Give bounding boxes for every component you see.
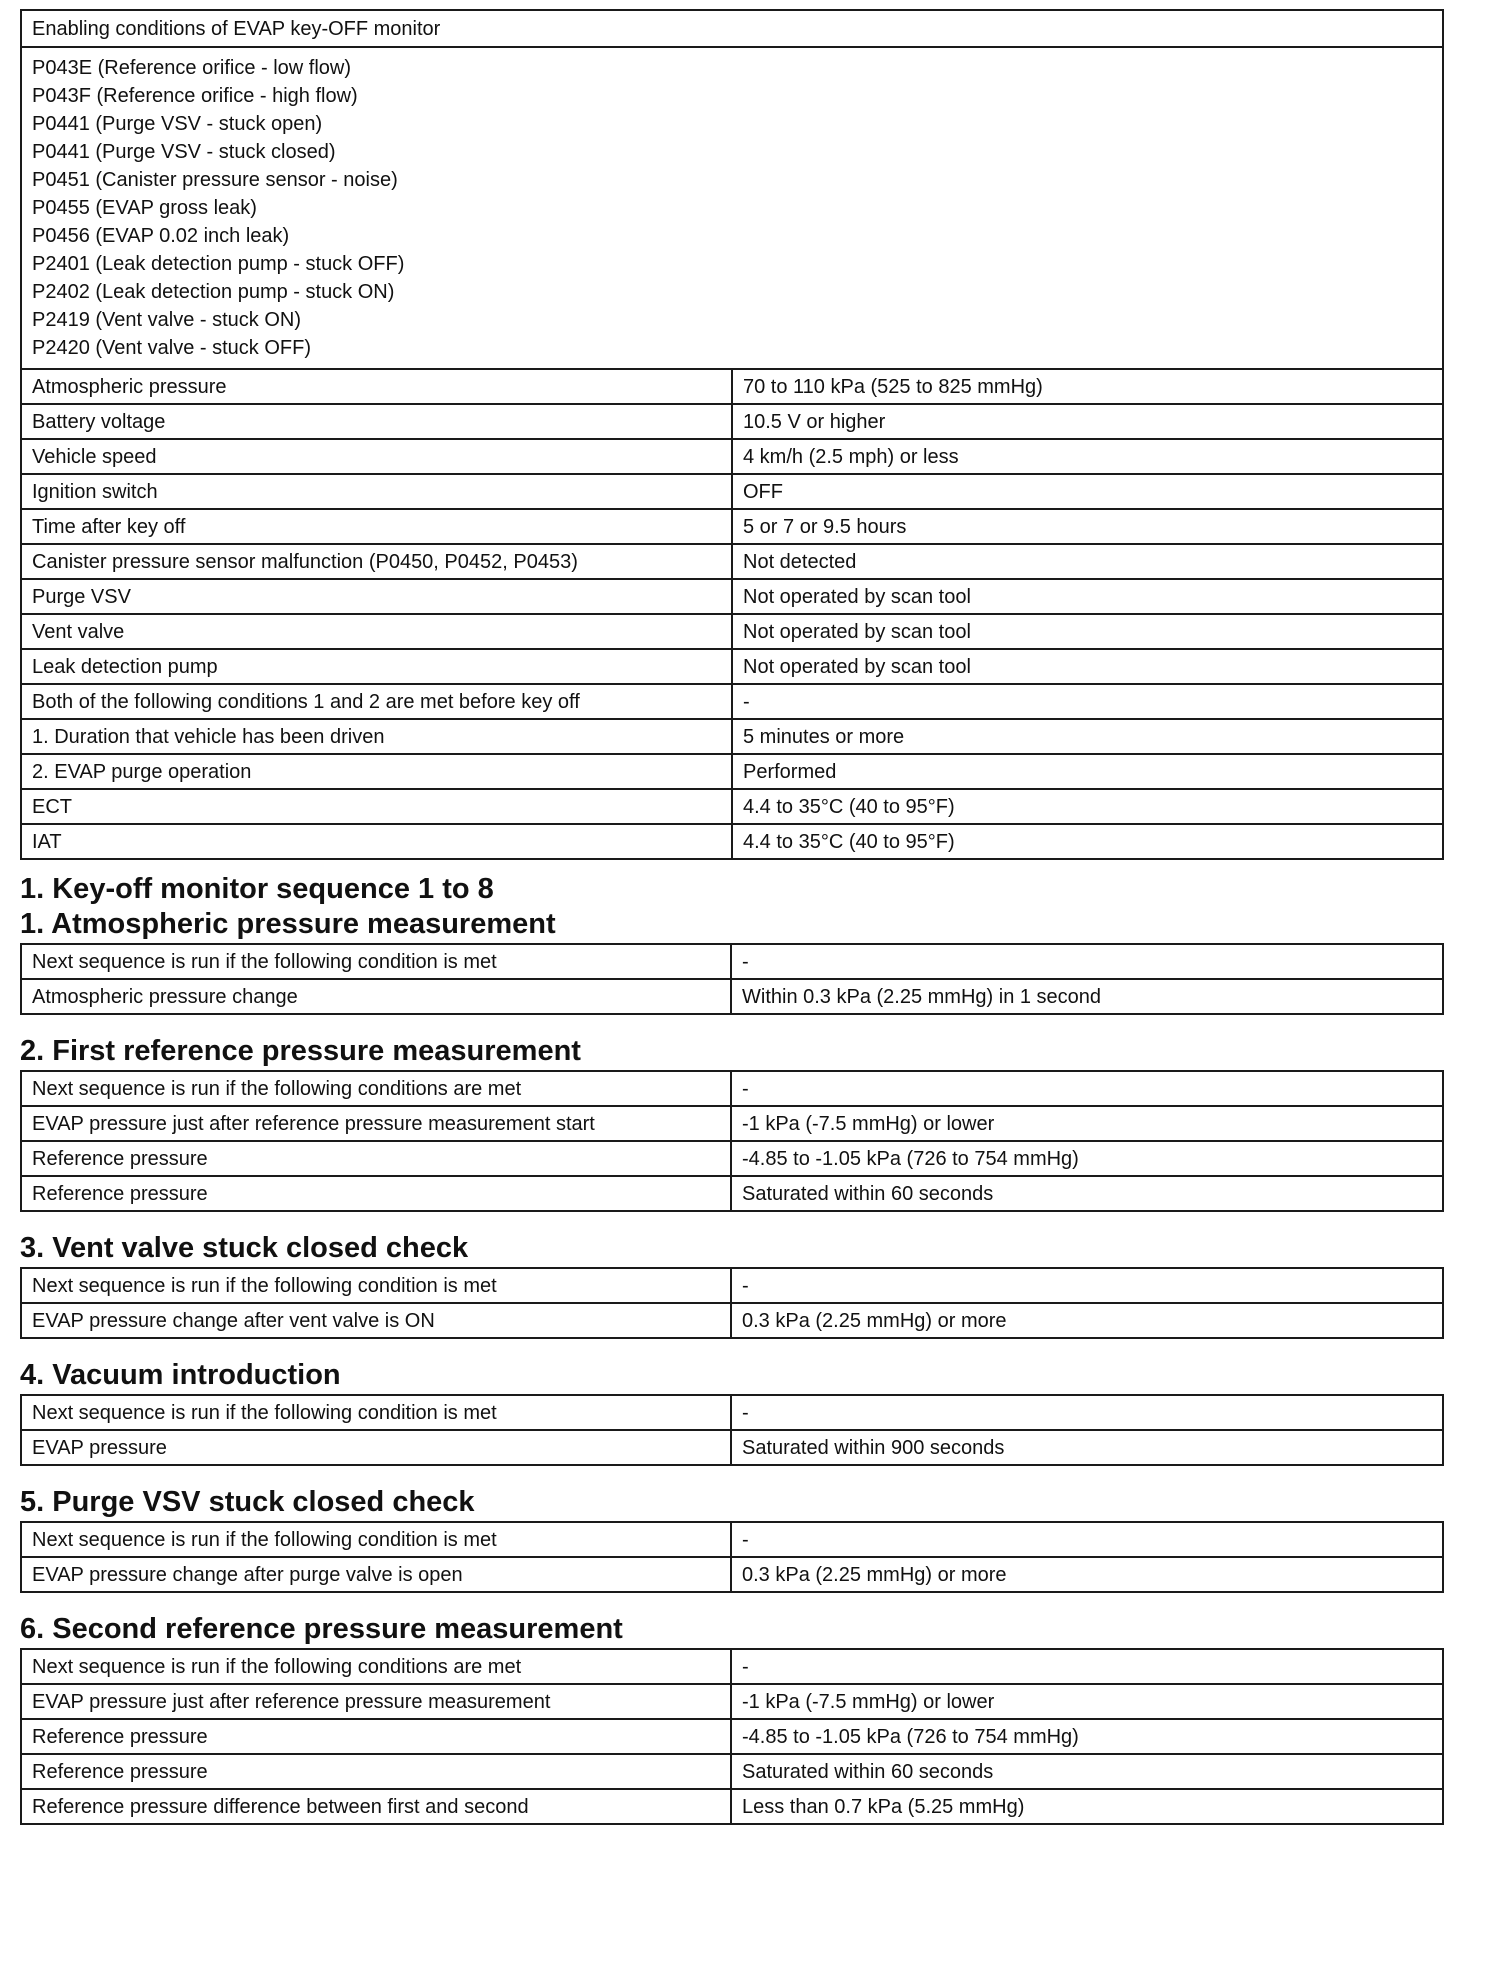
condition-value: Not operated by scan tool [732,579,1443,614]
section-table [20,1648,1444,1825]
condition-value: 0.3 kPa (2.25 mmHg) or more [731,1303,1443,1338]
condition-value: Performed [732,754,1443,789]
condition-label: Next sequence is run if the following condition is met [21,944,731,979]
condition-value: 4.4 to 35°C (40 to 95°F) [732,824,1443,859]
table-row [21,509,1443,544]
condition-value: -1 kPa (-7.5 mmHg) or lower [731,1106,1443,1141]
condition-value: - [731,1522,1443,1557]
table-row [21,474,1443,509]
condition-label: Purge VSV [21,579,732,614]
condition-label: 1. Duration that vehicle has been driven [21,719,732,754]
table-row [21,754,1443,789]
table-row [21,1754,1443,1789]
condition-label: Reference pressure [21,1719,731,1754]
table-row [21,1071,1443,1106]
condition-value: 0.3 kPa (2.25 mmHg) or more [731,1557,1443,1592]
table-row [21,649,1443,684]
table-row [21,1719,1443,1754]
condition-label: Leak detection pump [21,649,732,684]
condition-label: Vent valve [21,614,732,649]
dtc-code: P0451 (Canister pressure sensor - noise) [32,169,398,191]
condition-label: Reference pressure [21,1754,731,1789]
table-row [21,719,1443,754]
table-row [21,369,1443,404]
condition-label: Next sequence is run if the following conditions are met [21,1649,731,1684]
dtc-code: P0456 (EVAP 0.02 inch leak) [32,225,290,247]
condition-label: EVAP pressure just after reference pressure measurement start [21,1106,731,1141]
section-table [20,1394,1444,1466]
condition-value: Saturated within 60 seconds [731,1754,1443,1789]
condition-value: - [731,944,1443,979]
section-title: 1. Atmospheric pressure measurement [20,908,556,940]
condition-label: Next sequence is run if the following condition is met [21,1395,731,1430]
condition-label: Reference pressure [21,1141,731,1176]
table-row [21,439,1443,474]
condition-value: Not detected [732,544,1443,579]
section-title: 3. Vent valve stuck closed check [20,1232,469,1264]
table-row [21,579,1443,614]
table-row [21,1430,1443,1465]
section-table [20,1521,1444,1593]
section-gap [20,1466,1444,1484]
condition-value: -4.85 to -1.05 kPa (726 to 754 mmHg) [731,1141,1443,1176]
condition-value: 5 minutes or more [732,719,1443,754]
dtc-list-row [21,47,1443,369]
dtc-code: P0441 (Purge VSV - stuck open) [32,113,323,135]
condition-value: -4.85 to -1.05 kPa (726 to 754 mmHg) [731,1719,1443,1754]
section-table [20,1267,1444,1339]
enabling-conditions-table [20,9,1444,860]
condition-value: 70 to 110 kPa (525 to 825 mmHg) [732,369,1443,404]
table-row [21,1395,1443,1430]
condition-label: Atmospheric pressure [21,369,732,404]
condition-label: Reference pressure difference between first and second [21,1789,731,1824]
condition-label: Next sequence is run if the following condition is met [21,1522,731,1557]
condition-label: IAT [21,824,732,859]
dtc-code: P2401 (Leak detection pump - stuck OFF) [32,253,405,275]
table-row [21,1684,1443,1719]
table-row [21,944,1443,979]
table-row [21,1557,1443,1592]
condition-label: Reference pressure [21,1176,731,1211]
table-row [21,684,1443,719]
condition-value: Not operated by scan tool [732,649,1443,684]
condition-value: 5 or 7 or 9.5 hours [732,509,1443,544]
dtc-code: P0441 (Purge VSV - stuck closed) [32,141,336,163]
condition-label: Next sequence is run if the following condition is met [21,1268,731,1303]
dtc-code: P2402 (Leak detection pump - stuck ON) [32,281,395,303]
condition-value: 10.5 V or higher [732,404,1443,439]
section-gap [20,1339,1444,1357]
table-row [21,1522,1443,1557]
sequence-title: 1. Key-off monitor sequence 1 to 8 [20,873,494,905]
document-page [20,9,1444,1825]
condition-label: Atmospheric pressure change [21,979,731,1014]
condition-value: Not operated by scan tool [732,614,1443,649]
table-row [21,404,1443,439]
condition-value: Saturated within 60 seconds [731,1176,1443,1211]
dtc-code: P043F (Reference orifice - high flow) [32,85,358,107]
section-title: 5. Purge VSV stuck closed check [20,1486,475,1518]
section-title: 2. First reference pressure measurement [20,1035,581,1067]
dtc-list [21,47,1443,369]
condition-value: - [731,1268,1443,1303]
table-row [21,979,1443,1014]
table-row [21,544,1443,579]
table-row [21,1176,1443,1211]
condition-label: EVAP pressure [21,1430,731,1465]
condition-value: - [732,684,1443,719]
table-row [21,1141,1443,1176]
dtc-code: P2420 (Vent valve - stuck OFF) [32,337,311,359]
condition-label: 2. EVAP purge operation [21,754,732,789]
condition-label: Both of the following conditions 1 and 2 are met before key off [21,684,732,719]
condition-value: - [731,1395,1443,1430]
table-row [21,824,1443,859]
section-gap [20,1593,1444,1611]
condition-value: - [731,1071,1443,1106]
condition-label: Battery voltage [21,404,732,439]
condition-value: - [731,1649,1443,1684]
table-row [21,1789,1443,1824]
condition-label: Vehicle speed [21,439,732,474]
condition-label: Next sequence is run if the following conditions are met [21,1071,731,1106]
table-row [21,1268,1443,1303]
section-gap [20,1212,1444,1230]
condition-label: EVAP pressure just after reference pressure measurement [21,1684,731,1719]
condition-value: Saturated within 900 seconds [731,1430,1443,1465]
table-row [21,789,1443,824]
dtc-code: P2419 (Vent valve - stuck ON) [32,309,302,331]
section-gap [20,1015,1444,1033]
table-row [21,1303,1443,1338]
enabling-header: Enabling conditions of EVAP key-OFF monitor [21,10,1443,47]
condition-label: Time after key off [21,509,732,544]
table-row [21,1649,1443,1684]
dtc-code: P043E (Reference orifice - low flow) [32,57,352,79]
condition-value: -1 kPa (-7.5 mmHg) or lower [731,1684,1443,1719]
condition-value: 4 km/h (2.5 mph) or less [732,439,1443,474]
table-header-row [21,10,1443,47]
section-title: 6. Second reference pressure measurement [20,1613,623,1645]
condition-value: OFF [732,474,1443,509]
condition-label: ECT [21,789,732,824]
condition-value: Within 0.3 kPa (2.25 mmHg) in 1 second [731,979,1443,1014]
condition-label: Ignition switch [21,474,732,509]
table-row [21,614,1443,649]
table-row [21,1106,1443,1141]
condition-label: EVAP pressure change after vent valve is ON [21,1303,731,1338]
condition-label: Canister pressure sensor malfunction (P0450, P0452, P0453) [21,544,732,579]
section-table [20,943,1444,1015]
section-table [20,1070,1444,1212]
condition-value: Less than 0.7 kPa (5.25 mmHg) [731,1789,1443,1824]
condition-label: EVAP pressure change after purge valve is open [21,1557,731,1592]
section-title: 4. Vacuum introduction [20,1359,341,1391]
condition-value: 4.4 to 35°C (40 to 95°F) [732,789,1443,824]
dtc-code: P0455 (EVAP gross leak) [32,197,257,219]
